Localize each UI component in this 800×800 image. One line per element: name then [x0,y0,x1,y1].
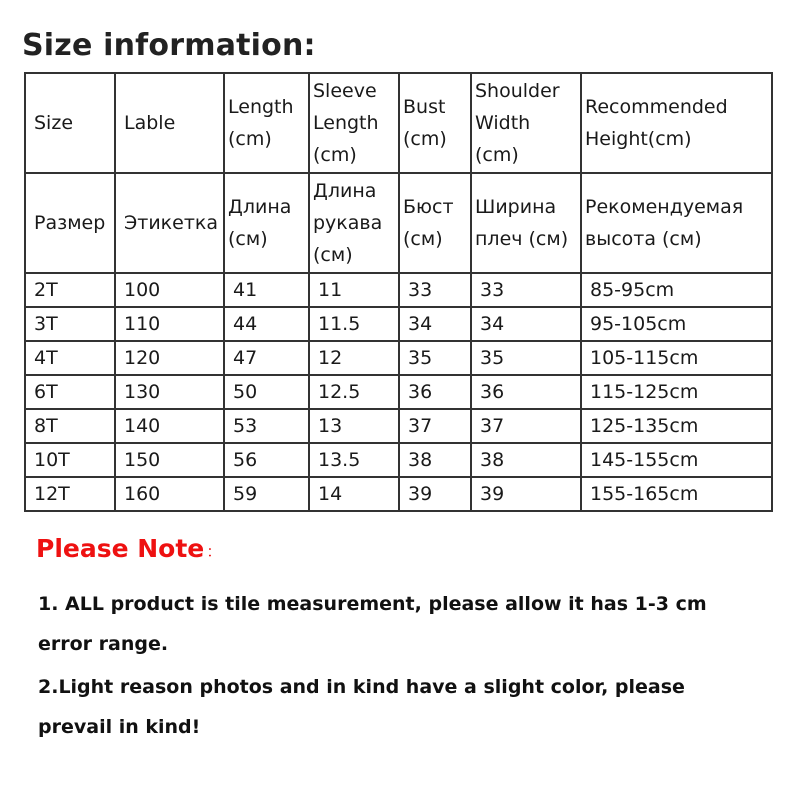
note-colon: ： [206,542,223,561]
table-cell: 8T [25,409,115,443]
table-row [25,307,772,341]
table-cell: 37 [399,409,471,443]
table-cell: 56 [224,443,309,477]
table-row [25,443,772,477]
table-cell: 6T [25,375,115,409]
table-cell: 85-95cm [581,273,772,307]
table-cell: 44 [224,307,309,341]
header-cell: Size [25,73,115,173]
table-cell: 53 [224,409,309,443]
table-cell: 12.5 [309,375,399,409]
table-cell: 125-135cm [581,409,772,443]
table-cell: 130 [115,375,224,409]
header-cell: Этикетка [115,173,224,273]
table-cell: 14 [309,477,399,511]
table-cell: 120 [115,341,224,375]
table-cell: 36 [471,375,581,409]
table-cell: 160 [115,477,224,511]
header-cell: Рекомендуемая высота (см) [581,173,772,273]
table-cell: 145-155cm [581,443,772,477]
table-row [25,409,772,443]
header-cell: Размер [25,173,115,273]
table-cell: 39 [471,477,581,511]
header-cell: Ширина плеч (см) [471,173,581,273]
header-cell: Длина (см) [224,173,309,273]
header-cell: Sleeve Length (cm) [309,73,399,173]
table-cell: 47 [224,341,309,375]
table-row [25,477,772,511]
table-row [25,375,772,409]
table-cell: 13.5 [309,443,399,477]
note-title-text: Please Note [36,534,205,563]
table-cell: 34 [471,307,581,341]
table-cell: 41 [224,273,309,307]
page-title: Size information: [22,28,316,63]
table-cell: 95-105cm [581,307,772,341]
header-cell: Length (cm) [224,73,309,173]
table-cell: 35 [399,341,471,375]
header-cell: Lable [115,73,224,173]
size-table [24,72,773,512]
note-line-2: 2.Light reason photos and in kind have a slight color, please prevail in kind! [38,676,685,738]
header-cell: Recommended Height(cm) [581,73,772,173]
table-cell: 12 [309,341,399,375]
table-cell: 10T [25,443,115,477]
header-cell: Shoulder Width (cm) [471,73,581,173]
table-cell: 2T [25,273,115,307]
table-cell: 33 [399,273,471,307]
table-cell: 3T [25,307,115,341]
table-cell: 140 [115,409,224,443]
table-cell: 36 [399,375,471,409]
header-cell: Bust (cm) [399,73,471,173]
table-cell: 34 [399,307,471,341]
table-cell: 4T [25,341,115,375]
table-row [25,273,772,307]
header-row-russian [25,173,772,273]
table-row [25,341,772,375]
header-cell: Бюст (см) [399,173,471,273]
table-cell: 115-125cm [581,375,772,409]
table-cell: 100 [115,273,224,307]
table-cell: 37 [471,409,581,443]
table-cell: 50 [224,375,309,409]
table-cell: 105-115cm [581,341,772,375]
table-cell: 150 [115,443,224,477]
note-title [36,534,222,563]
table-cell: 155-165cm [581,477,772,511]
table-cell: 11 [309,273,399,307]
note-line-1: 1. ALL product is tile measurement, please allow it has 1-3 cm error range. [38,593,707,655]
table-cell: 110 [115,307,224,341]
table-cell: 13 [309,409,399,443]
table-cell: 12T [25,477,115,511]
table-cell: 59 [224,477,309,511]
table-cell: 39 [399,477,471,511]
header-row-english [25,73,772,173]
header-cell: Длина рукава (см) [309,173,399,273]
table-cell: 35 [471,341,581,375]
table-cell: 33 [471,273,581,307]
table-cell: 38 [399,443,471,477]
table-cell: 11.5 [309,307,399,341]
table-cell: 38 [471,443,581,477]
